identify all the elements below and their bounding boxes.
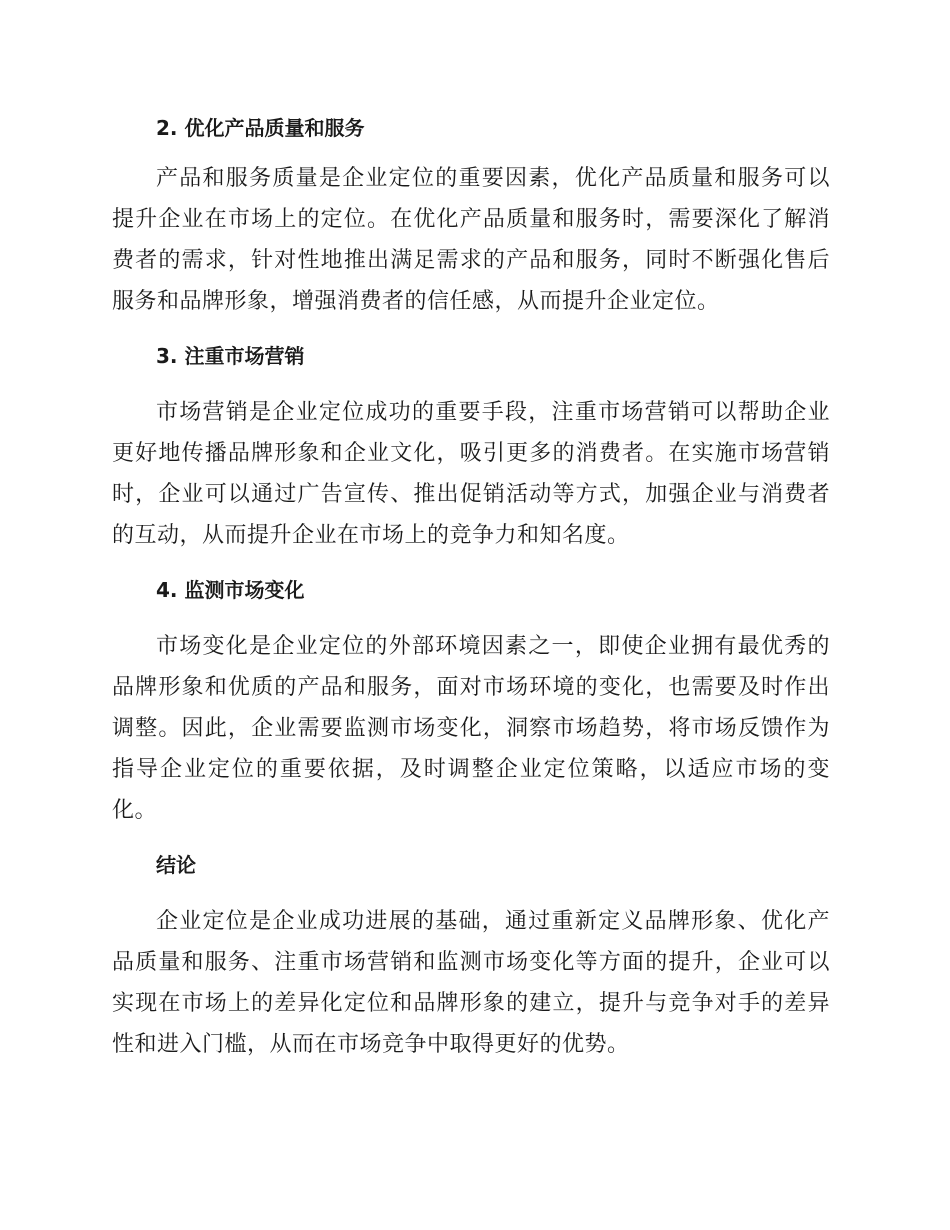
section-heading-monitor-market: 4. 监测市场变化: [156, 578, 305, 602]
section-heading-marketing: 3. 注重市场营销: [156, 344, 305, 368]
section-paragraph-marketing: 市场营销是企业定位成功的重要手段，注重市场营销可以帮助企业更好地传播品牌形象和企业文化，吸引更多的消费者。在实施市场营销时，企业可以通过广告宣传、推出促销活动等方式，加强企业与消费者的互动，从而提升企业在市场上的竞争力和知名度。: [112, 400, 830, 548]
section-heading-optimize-quality: 2. 优化产品质量和服务: [156, 116, 365, 140]
section-paragraph-conclusion: 企业定位是企业成功进展的基础，通过重新定义品牌形象、优化产品质量和服务、注重市场营销和监测市场变化等方面的提升，企业可以实现在市场上的差异化定位和品牌形象的建立，提升与竞争对手的差异性和进入门槛，从而在市场竞争中取得更好的优势。: [112, 909, 830, 1057]
section-heading-conclusion: 结论: [156, 853, 196, 877]
section-paragraph-monitor-market: 市场变化是企业定位的外部环境因素之一，即使企业拥有最优秀的品牌形象和优质的产品和服务，面对市场环境的变化，也需要及时作出调整。因此，企业需要监测市场变化，洞察市场趋势，将市场反馈作为指导企业定位的重要依据，及时调整企业定位策略，以适应市场的变化。: [112, 634, 830, 823]
section-paragraph-optimize-quality: 产品和服务质量是企业定位的重要因素，优化产品质量和服务可以提升企业在市场上的定位。在优化产品质量和服务时，需要深化了解消费者的需求，针对性地推出满足需求的产品和服务，同时不断强化售后服务和品牌形象，增强消费者的信任感，从而提升企业定位。: [112, 166, 830, 314]
document-page: [112, 98, 830, 1065]
